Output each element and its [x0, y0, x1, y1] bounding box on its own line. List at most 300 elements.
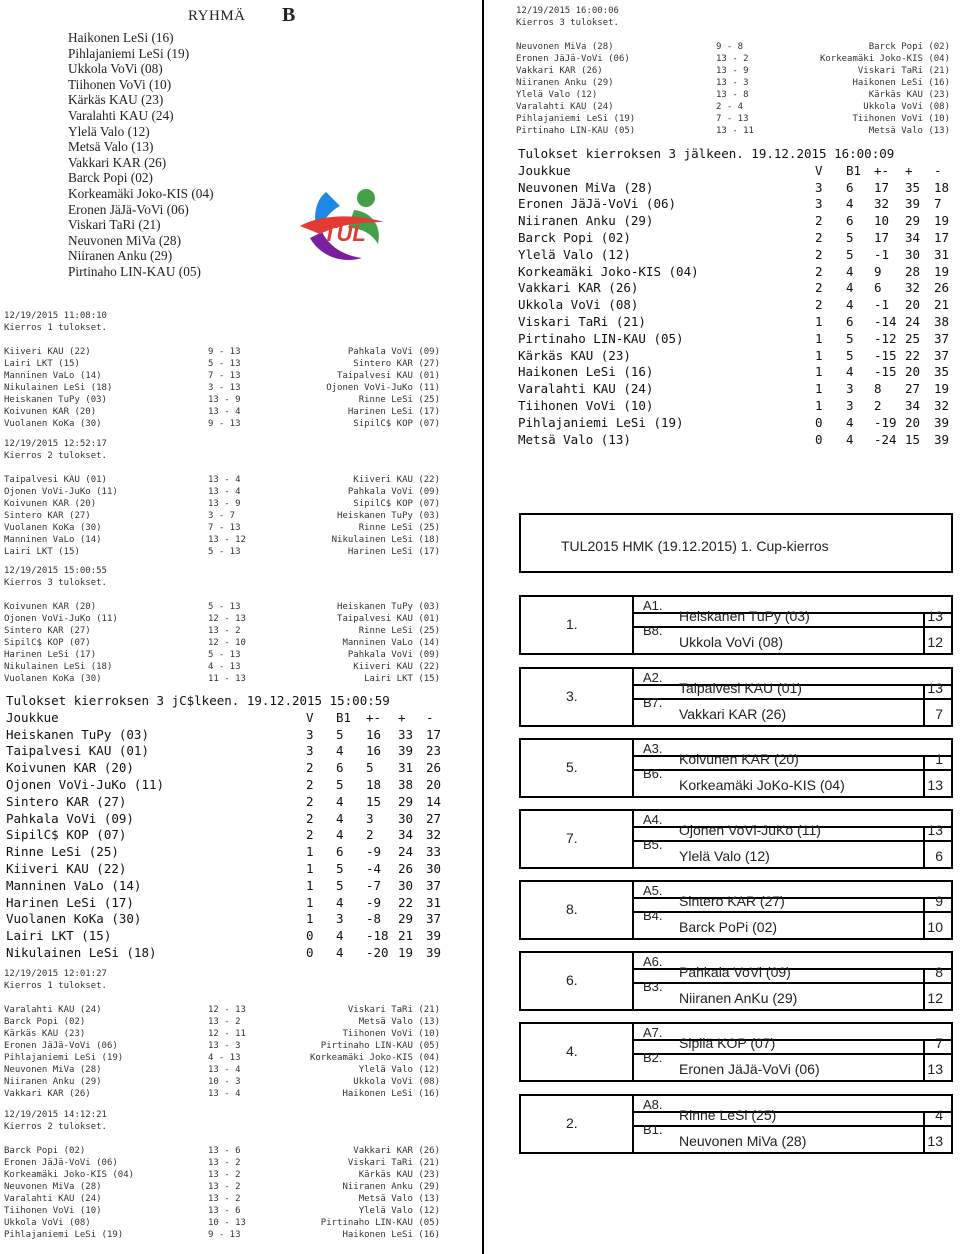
- standings-header-cell: V: [815, 162, 823, 178]
- match-score: 13 - 2: [208, 1170, 241, 1180]
- standings-cell: 1: [815, 313, 823, 329]
- away-team: Ylelä Valo (12): [358, 1206, 440, 1216]
- standings-team: Haikonen LeSi (16): [518, 364, 654, 380]
- standings-row: [518, 196, 958, 213]
- away-team: Haikonen LeSi (16): [342, 1230, 440, 1240]
- cup-team-a: Heiskanen TuPy (03): [679, 608, 810, 624]
- match-score: 13 - 4: [208, 487, 241, 497]
- away-team: Vakkari KAR (26): [353, 1146, 440, 1156]
- standings-cell: 21: [934, 297, 950, 313]
- round-printout: [4, 310, 450, 430]
- standings-cell: -4: [366, 860, 382, 876]
- standings-row: [518, 297, 958, 314]
- group-letter: B: [282, 4, 296, 26]
- match-score: 9 - 13: [208, 419, 241, 429]
- standings-team: Barck Popi (02): [518, 229, 631, 245]
- away-team: Pirtinaho LIN-KAU (05): [320, 1218, 440, 1228]
- home-team: Vuolanen KoKa (30): [4, 674, 102, 684]
- standings-row: [6, 861, 476, 878]
- printout-spacer: [516, 29, 960, 41]
- standings-cell: 2: [306, 810, 314, 826]
- match-result-row: [4, 1193, 450, 1205]
- group-team-item: Varalahti KAU (24): [68, 107, 174, 123]
- cup-team-b: Eronen JäJä-VoVi (06): [679, 1061, 820, 1077]
- home-team: Manninen VaLo (14): [4, 371, 102, 381]
- standings-cell: -15: [874, 364, 897, 380]
- cup-seed-b: B5.: [643, 837, 663, 852]
- standings-title: Tulokset kierroksen 3 jC$lkeen. 19.12.2015 15:00:59: [6, 693, 390, 708]
- standings-row: [6, 928, 476, 945]
- away-team: Ojonen VoVi-JuKo (11): [326, 383, 440, 393]
- standings-row: [518, 180, 958, 197]
- home-team: Neuvonen MiVa (28): [4, 1182, 102, 1192]
- standings-cell: 0: [815, 414, 823, 430]
- standings-cell: -19: [874, 414, 897, 430]
- standings-cell: 37: [426, 911, 442, 927]
- standings-cell: 30: [398, 877, 414, 893]
- cup-score-divider: [923, 755, 925, 796]
- home-team: Varalahti KAU (24): [4, 1005, 102, 1015]
- standings-cell: 5: [366, 760, 374, 776]
- standings-row: [6, 760, 476, 777]
- cup-match-position: 8.: [566, 901, 578, 917]
- cup-score-divider: [923, 1111, 925, 1152]
- standings-cell: 6: [846, 213, 854, 229]
- standings-team: Niiranen Anku (29): [518, 213, 654, 229]
- home-team: Harinen LeSi (17): [4, 650, 97, 660]
- cup-match-position-cell: [521, 740, 634, 796]
- home-team: Eronen JäJä-VoVi (06): [516, 54, 630, 64]
- standings-team: Ukkola VoVi (08): [518, 297, 639, 313]
- standings-cell: 0: [306, 944, 314, 960]
- cup-team-b: Niiranen AnKu (29): [679, 990, 798, 1006]
- group-team-list: [68, 30, 214, 280]
- standings-cell: 6: [846, 313, 854, 329]
- standings-team: Rinne LeSi (25): [6, 844, 119, 860]
- standings-team: Sintero KAR (27): [6, 793, 127, 809]
- standings-cell: -20: [366, 944, 389, 960]
- standings-cell: 20: [905, 364, 921, 380]
- home-team: Vuolanen KoKa (30): [4, 523, 102, 533]
- group-team-item: Haikonen LeSi (16): [68, 30, 174, 45]
- standings-header-cell: +-: [874, 162, 890, 178]
- standings-team: Pahkala VoVi (09): [6, 810, 134, 826]
- match-score: 3 - 13: [208, 383, 241, 393]
- match-score: 13 - 6: [208, 1206, 241, 1216]
- match-score: 13 - 2: [208, 1017, 241, 1027]
- standings-cell: 31: [426, 894, 442, 910]
- away-team: Heiskanen TuPy (03): [337, 511, 440, 521]
- cup-seed-a: A8.: [643, 1097, 663, 1112]
- match-score: 13 - 2: [208, 626, 241, 636]
- printout-label: Kierros 2 tulokset.: [4, 451, 107, 461]
- away-team: Niiranen Anku (29): [342, 1182, 440, 1192]
- home-team: Heiskanen TuPy (03): [4, 395, 107, 405]
- away-team: Rinne LeSi (25): [358, 626, 440, 636]
- round-printout: [4, 1109, 450, 1241]
- home-team: Vakkari KAR (26): [4, 1089, 91, 1099]
- match-result-row: [516, 113, 960, 125]
- match-result-row: [516, 125, 960, 137]
- standings-cell: 38: [934, 313, 950, 329]
- match-result-row: [4, 418, 450, 430]
- away-team: Viskari TaRi (21): [347, 1005, 440, 1015]
- cup-score-a: 7: [935, 1035, 943, 1051]
- standings-cell: 2: [306, 760, 314, 776]
- standings-cell: 2: [815, 246, 823, 262]
- cup-match-position: 7.: [566, 830, 578, 846]
- home-team: Pirtinaho LIN-KAU (05): [516, 126, 636, 136]
- tul-logo: [296, 186, 392, 268]
- standings-cell: 2: [815, 213, 823, 229]
- standings-team: Nikulainen LeSi (18): [6, 944, 157, 960]
- match-score: 9 - 13: [208, 1230, 241, 1240]
- match-score: 10 - 3: [208, 1077, 241, 1087]
- home-team: Sintero KAR (27): [4, 626, 91, 636]
- match-result-row: [4, 601, 450, 613]
- standings-cell: 6: [846, 179, 854, 195]
- home-team: Tiihonen VoVi (10): [4, 1206, 102, 1216]
- standings-cell: 20: [426, 776, 442, 792]
- cup-score-b: 13: [927, 777, 943, 793]
- standings-cell: 27: [426, 810, 442, 826]
- standings-cell: -7: [366, 877, 382, 893]
- standings-team: Kiiveri KAU (22): [6, 860, 127, 876]
- away-team: Korkeamäki Joko-KIS (04): [309, 1053, 440, 1063]
- standings-cell: 29: [398, 911, 414, 927]
- standings-cell: 17: [874, 229, 890, 245]
- match-score: 9 - 13: [208, 347, 241, 357]
- cup-seed-a: A4.: [643, 812, 663, 827]
- cup-score-a: 8: [935, 964, 943, 980]
- match-score: 13 - 4: [208, 407, 241, 417]
- standings-header-cell: +: [905, 162, 913, 178]
- away-team: SipilC$ KOP (07): [353, 499, 440, 509]
- standings-team: Manninen VaLo (14): [6, 877, 142, 893]
- standings-cell: 1: [815, 330, 823, 346]
- standings-header-cell: B1: [336, 709, 352, 725]
- standings-cell: 4: [846, 414, 854, 430]
- cup-row-divider: [634, 1125, 951, 1127]
- cup-score-a: 1: [935, 751, 943, 767]
- cup-match: [519, 951, 953, 1011]
- cup-row-divider: [634, 769, 951, 771]
- cup-team-a: Koivunen KAR (20): [679, 751, 799, 767]
- printout-timestamp: 12/19/2015 11:08:10: [4, 311, 107, 321]
- match-result-row: [4, 637, 450, 649]
- match-result-row: [4, 546, 450, 558]
- cup-score-divider: [923, 1039, 925, 1080]
- standings-cell: 34: [905, 397, 921, 413]
- cup-team-b: Ylelä Valo (12): [679, 848, 770, 864]
- home-team: Varalahti KAU (24): [4, 1194, 102, 1204]
- standings-row: [6, 945, 476, 962]
- home-team: Manninen VaLo (14): [4, 535, 102, 545]
- match-result-row: [4, 534, 450, 546]
- standings-cell: 9: [874, 263, 882, 279]
- match-score: 5 - 13: [208, 650, 241, 660]
- standings-cell: 2: [874, 397, 882, 413]
- standings-cell: -18: [366, 928, 389, 944]
- cup-score-divider: [923, 684, 925, 725]
- standings-cell: 34: [905, 229, 921, 245]
- standings-cell: 26: [398, 860, 414, 876]
- away-team: Viskari TaRi (21): [347, 1158, 440, 1168]
- standings-cell: 3: [366, 810, 374, 826]
- standings-cell: 3: [306, 726, 314, 742]
- standings-cell: 0: [815, 431, 823, 447]
- standings-cell: 18: [366, 776, 382, 792]
- standings-cell: 39: [398, 743, 414, 759]
- standings-row: [518, 381, 958, 398]
- standings-row: [6, 878, 476, 895]
- cup-team-b: Ukkola VoVi (08): [679, 634, 784, 650]
- standings-team: Vuolanen KoKa (30): [6, 911, 142, 927]
- standings-cell: 17: [426, 726, 442, 742]
- cup-match-position-cell: [521, 1096, 634, 1152]
- match-score: 13 - 9: [208, 395, 241, 405]
- match-result-row: [4, 673, 450, 685]
- printout-timestamp: 12/19/2015 16:00:06: [516, 6, 619, 16]
- group-team-item: Metsä Valo (13): [68, 139, 154, 155]
- match-score: 7 - 13: [716, 114, 749, 124]
- standings-cell: 2: [815, 263, 823, 279]
- standings-cell: 5: [846, 246, 854, 262]
- standings-row: [518, 415, 958, 432]
- home-team: Barck Popi (02): [4, 1146, 86, 1156]
- home-team: Pihlajaniemi LeSi (19): [4, 1230, 124, 1240]
- standings-cell: 33: [398, 726, 414, 742]
- cup-seed-a: A1.: [643, 598, 663, 613]
- group-team-item: Pihlajaniemi LeSi (19): [68, 45, 190, 61]
- home-team: Barck Popi (02): [4, 1017, 86, 1027]
- standings-cell: 2: [306, 827, 314, 843]
- cup-team-a: Taipalvesi KAU (01): [679, 680, 802, 696]
- standings-row: [6, 911, 476, 928]
- group-team-item: Ylelä Valo (12): [68, 123, 150, 139]
- match-result-row: [4, 1064, 450, 1076]
- home-team: Lairi LKT (15): [4, 359, 80, 369]
- standings-header-cell: +-: [366, 709, 382, 725]
- match-score: 13 - 2: [208, 1194, 241, 1204]
- away-team: Heiskanen TuPy (03): [337, 602, 440, 612]
- standings-cell: 29: [905, 213, 921, 229]
- round-printout: [4, 968, 450, 1100]
- home-team: Ukkola VoVi (08): [4, 1218, 91, 1228]
- match-score: 4 - 13: [208, 662, 241, 672]
- match-result-row: [516, 53, 960, 65]
- match-score: 11 - 13: [208, 674, 246, 684]
- match-result-row: [4, 1004, 450, 1016]
- home-team: Kärkäs KAU (23): [4, 1029, 86, 1039]
- standings-cell: 6: [336, 844, 344, 860]
- standings-cell: 10: [874, 213, 890, 229]
- round-printout: [4, 565, 450, 685]
- printout-label: Kierros 1 tulokset.: [4, 323, 107, 333]
- standings-team: Vakkari KAR (26): [518, 280, 639, 296]
- home-team: Nikulainen LeSi (18): [4, 383, 113, 393]
- standings-row: [6, 844, 476, 861]
- home-team: Ojonen VoVi-JuKo (11): [4, 614, 118, 624]
- group-team-item: Viskari TaRi (21): [68, 217, 161, 233]
- printout-label: Kierros 3 tulokset.: [516, 18, 619, 28]
- home-team: Eronen JäJä-VoVi (06): [4, 1041, 118, 1051]
- match-result-row: [4, 346, 450, 358]
- match-score: 5 - 13: [208, 547, 241, 557]
- away-team: Haikonen LeSi (16): [852, 78, 950, 88]
- cup-seed-b: B1.: [643, 1122, 663, 1137]
- match-result-row: [4, 1229, 450, 1241]
- standings-cell: 30: [905, 246, 921, 262]
- cup-match-position-cell: [521, 882, 634, 938]
- away-team: Pahkala VoVi (09): [347, 650, 440, 660]
- match-score: 12 - 10: [208, 638, 246, 648]
- standings-cell: 4: [336, 944, 344, 960]
- match-result-row: [4, 625, 450, 637]
- standings-row: [518, 230, 958, 247]
- match-result-row: [516, 77, 960, 89]
- cup-seed-b: B8.: [643, 623, 663, 638]
- home-team: Kiiveri KAU (22): [4, 347, 91, 357]
- cup-score-a: 13: [927, 822, 943, 838]
- cup-seed-b: B4.: [643, 908, 663, 923]
- standings-cell: 3: [815, 196, 823, 212]
- standings-team: Tiihonen VoVi (10): [518, 397, 654, 413]
- match-result-row: [4, 1052, 450, 1064]
- standings-cell: 30: [398, 810, 414, 826]
- standings-cell: 4: [336, 928, 344, 944]
- standings-cell: -15: [874, 347, 897, 363]
- standings-cell: 7: [934, 196, 942, 212]
- match-score: 3 - 7: [208, 511, 236, 521]
- cup-row-divider: [634, 626, 951, 628]
- standings-row: [518, 314, 958, 331]
- cup-score-b: 12: [927, 990, 943, 1006]
- standings-team: Korkeamäki Joko-KIS (04): [518, 263, 699, 279]
- standings-row: [518, 398, 958, 415]
- standings-cell: 19: [934, 381, 950, 397]
- standings-cell: -14: [874, 313, 897, 329]
- home-team: Eronen JäJä-VoVi (06): [4, 1158, 118, 1168]
- standings-team: Koivunen KAR (20): [6, 760, 134, 776]
- tul-logo-text: TUL: [323, 221, 366, 246]
- cup-match: [519, 595, 953, 655]
- standings-cell: 1: [815, 381, 823, 397]
- standings-cell: 33: [426, 844, 442, 860]
- standings-cell: 1: [815, 397, 823, 413]
- printout-label: Kierros 1 tulokset.: [4, 981, 107, 991]
- home-team: Vuolanen KoKa (30): [4, 419, 102, 429]
- match-score: 13 - 11: [716, 126, 754, 136]
- home-team: Ojonen VoVi-JuKo (11): [4, 487, 118, 497]
- match-result-row: [4, 1076, 450, 1088]
- standings-cell: 27: [905, 381, 921, 397]
- standings-cell: 19: [934, 263, 950, 279]
- standings-cell: 16: [366, 743, 382, 759]
- standings-cell: 32: [905, 280, 921, 296]
- cup-seed-b: B2.: [643, 1050, 663, 1065]
- away-team: Taipalvesi KAU (01): [337, 614, 440, 624]
- cup-match-position-cell: [521, 669, 634, 725]
- standings-title: Tulokset kierroksen 3 jälkeen. 19.12.2015 16:00:09: [518, 146, 895, 161]
- standings-cell: 2: [815, 280, 823, 296]
- standings-cell: 39: [426, 928, 442, 944]
- match-result-row: [4, 1088, 450, 1100]
- standings-row: [6, 827, 476, 844]
- printout-spacer: [4, 1133, 450, 1145]
- standings-cell: 2: [366, 827, 374, 843]
- standings-cell: -9: [366, 844, 382, 860]
- standings-cell: -9: [366, 894, 382, 910]
- cup-match: [519, 809, 953, 869]
- standings-cell: 21: [398, 928, 414, 944]
- cup-score-divider: [923, 968, 925, 1009]
- away-team: Haikonen LeSi (16): [342, 1089, 440, 1099]
- cup-row-divider: [634, 698, 951, 700]
- cup-team-a: Sipilä KOP (07): [679, 1035, 776, 1051]
- cup-seed-a: A6.: [643, 954, 663, 969]
- standings-cell: -1: [874, 246, 890, 262]
- standings-cell: 4: [846, 431, 854, 447]
- standings-row: [518, 280, 958, 297]
- standings-table-b: [518, 146, 958, 448]
- standings-cell: 1: [306, 860, 314, 876]
- standings-cell: 1: [306, 911, 314, 927]
- match-result-row: [4, 406, 450, 418]
- away-team: Kärkäs KAU (23): [358, 1170, 440, 1180]
- cup-match: [519, 1094, 953, 1154]
- home-team: Koivunen KAR (20): [4, 499, 97, 509]
- standings-cell: 3: [306, 743, 314, 759]
- standings-team: Ylelä Valo (12): [518, 246, 631, 262]
- standings-cell: 5: [336, 776, 344, 792]
- cup-match-position-cell: [521, 597, 634, 653]
- away-team: Metsä Valo (13): [868, 126, 950, 136]
- home-team: Lairi LKT (15): [4, 547, 80, 557]
- home-team: Neuvonen MiVa (28): [4, 1065, 102, 1075]
- standings-team: Varalahti KAU (24): [518, 381, 654, 397]
- match-score: 13 - 9: [716, 66, 749, 76]
- standings-team: Lairi LKT (15): [6, 928, 112, 944]
- standings-cell: 29: [398, 793, 414, 809]
- standings-row: [518, 364, 958, 381]
- home-team: Koivunen KAR (20): [4, 407, 97, 417]
- standings-cell: 23: [426, 743, 442, 759]
- match-result-row: [4, 1145, 450, 1157]
- standings-cell: 31: [398, 760, 414, 776]
- standings-cell: 1: [815, 364, 823, 380]
- standings-cell: 3: [815, 179, 823, 195]
- match-score: 13 - 8: [716, 90, 749, 100]
- cup-score-a: 4: [935, 1107, 943, 1123]
- group-team-item: Eronen JäJä-VoVi (06): [68, 201, 189, 217]
- cup-score-b: 7: [935, 706, 943, 722]
- printout-timestamp: 12/19/2015 14:12:21: [4, 1110, 107, 1120]
- match-score: 13 - 9: [208, 499, 241, 509]
- match-result-row: [4, 1028, 450, 1040]
- away-team: Ukkola VoVi (08): [353, 1077, 440, 1087]
- home-team: Koivunen KAR (20): [4, 602, 97, 612]
- standings-cell: 1: [306, 894, 314, 910]
- away-team: Kiiveri KAU (22): [353, 475, 440, 485]
- standings-cell: 25: [905, 330, 921, 346]
- standings-cell: 5: [336, 877, 344, 893]
- standings-cell: 4: [846, 263, 854, 279]
- cup-match-position: 2.: [566, 1115, 578, 1131]
- cup-match-position: 1.: [566, 616, 578, 632]
- standings-team: Pihlajaniemi LeSi (19): [518, 414, 684, 430]
- cup-score-a: 13: [927, 680, 943, 696]
